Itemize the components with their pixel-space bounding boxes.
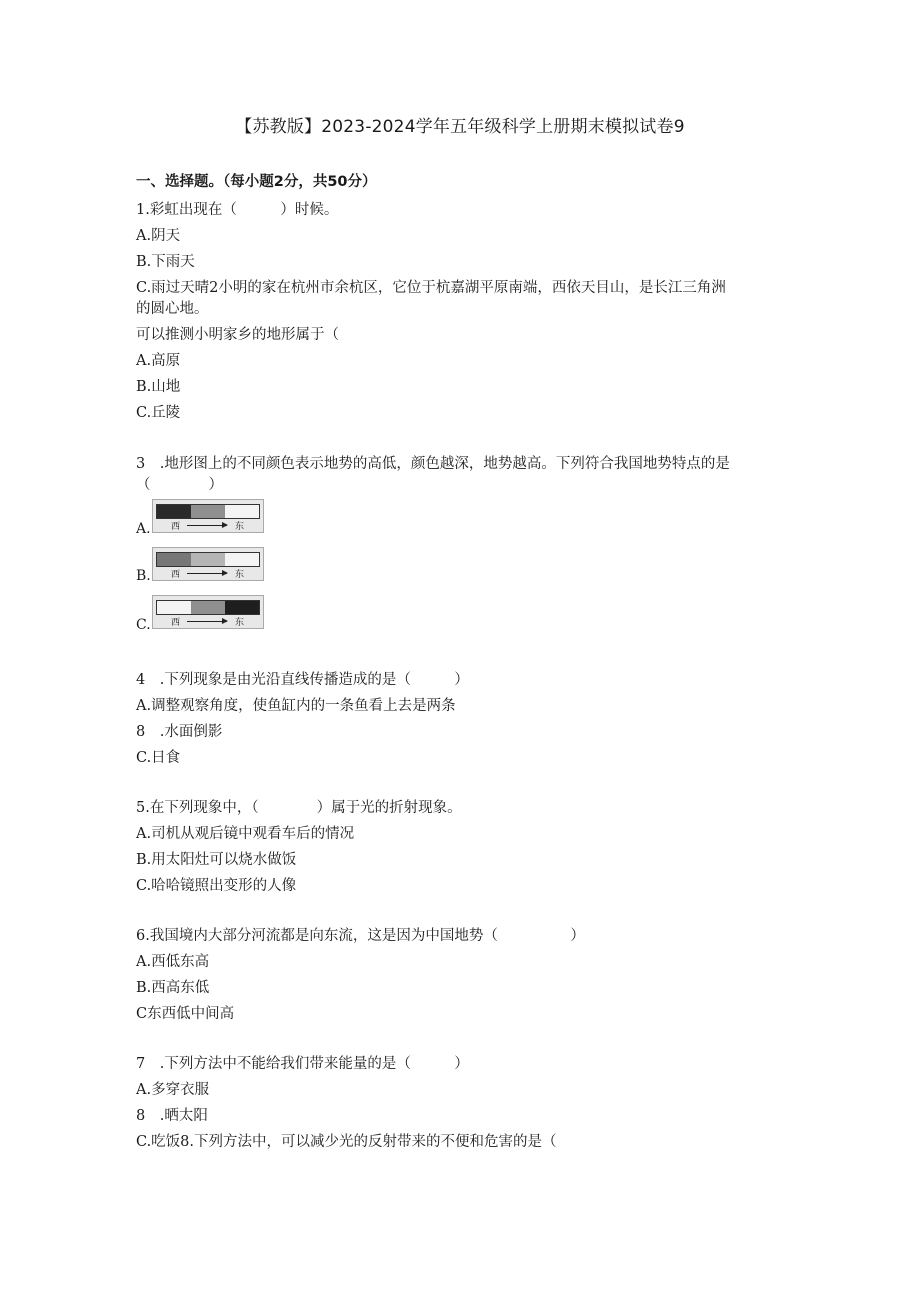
terrain-option-c-label: C. (136, 617, 151, 633)
section-heading: 一、选择题。（每小题2分，共50分） (136, 174, 377, 190)
terrain-bar-b-east-cell (225, 553, 259, 566)
terrain-color-diagrams (136, 497, 276, 637)
q5-option-c: C.哈哈镜照出变形的人像 (136, 878, 297, 894)
q5-option-a: A.司机从观后镜中观看车后的情况 (136, 826, 355, 842)
q5-stem: 5.在下列现象中，（ ）属于光的折射现象。 (136, 800, 462, 816)
q2-question: 可以推测小明家乡的地形属于（ (136, 327, 339, 343)
q6-stem: 6.我国境内大部分河流都是向东流，这是因为中国地势（ ） (136, 928, 585, 944)
terrain-bar-b-middle-cell (191, 553, 225, 566)
terrain-bar-b (152, 547, 264, 581)
terrain-bar-a-east-cell (225, 505, 259, 518)
terrain-bar-c-middle-cell (191, 601, 225, 614)
q5-option-b: B.用太阳灶可以烧水做饭 (136, 852, 297, 868)
q7-option-a: A.多穿衣服 (136, 1082, 210, 1098)
west-label: 西 (171, 618, 181, 628)
east-label: 东 (235, 570, 245, 580)
q4-option-a: A.调整观察角度，使鱼缸内的一条鱼看上去是两条 (136, 698, 456, 714)
q4-option-b: 8 .水面倒影 (136, 724, 223, 740)
q4-stem: 4 .下列现象是由光沿直线传播造成的是（ ） (136, 672, 469, 688)
q3-blank: （ ） (136, 477, 223, 493)
west-label: 西 (171, 570, 181, 580)
terrain-bar-c-west-cell (157, 601, 191, 614)
terrain-bar-a-west-cell (157, 505, 191, 518)
terrain-option-b-label: B. (136, 568, 151, 584)
arrow-right-icon (187, 573, 227, 574)
page-title: 【苏教版】2023-2024学年五年级科学上册期末模拟试卷9 (235, 117, 685, 137)
q6-option-a: A.西低东高 (136, 954, 210, 970)
terrain-bar-b-west-cell (157, 553, 191, 566)
east-label: 东 (235, 618, 245, 628)
terrain-option-a-label: A. (136, 521, 151, 537)
q2-option-a: A.高原 (136, 353, 181, 369)
terrain-bar-c (152, 595, 264, 629)
q6-option-b: B.西高东低 (136, 980, 210, 996)
west-label: 西 (171, 522, 181, 532)
q2-option-b: B.山地 (136, 379, 181, 395)
q1-option-b: B.下雨天 (136, 254, 195, 270)
arrow-right-icon (187, 525, 227, 526)
q6-option-c: C东西低中间高 (136, 1006, 235, 1022)
terrain-bar-c-east-cell (225, 601, 259, 614)
terrain-bar-a-middle-cell (191, 505, 225, 518)
terrain-bar-a (152, 499, 264, 533)
q7-stem: 7 .下列方法中不能给我们带来能量的是（ ） (136, 1056, 469, 1072)
east-label: 东 (235, 522, 245, 532)
arrow-right-icon (187, 621, 227, 622)
q3-stem: 3 .地形图上的不同颜色表示地势的高低，颜色越深，地势越高。下列符合我国地势特点的是 (136, 456, 730, 472)
q7-option-c: C.吃饭8.下列方法中，可以减少光的反射带来的不便和危害的是（ (136, 1134, 557, 1150)
q2-stem-cont: 的圆心地。 (136, 301, 209, 317)
q4-option-c: C.日食 (136, 750, 181, 766)
q7-option-b: 8 .晒太阳 (136, 1108, 208, 1124)
q1-option-c: C.雨过天晴2小明的家在杭州市余杭区，它位于杭嘉湖平原南端，西依天目山，是长江三角洲 (136, 280, 726, 296)
q2-option-c: C.丘陵 (136, 405, 181, 421)
q1-option-a: A.阴天 (136, 228, 181, 244)
q1-stem: 1.彩虹出现在（ ）时候。 (136, 202, 339, 218)
